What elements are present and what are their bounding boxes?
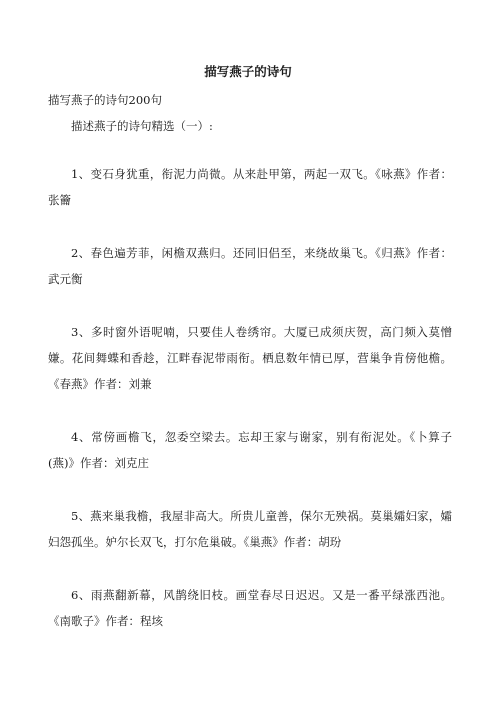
poem-source: 《咏燕》作者：张籥 [48, 167, 453, 207]
poem-source: 《南歌子》作者：程垓 [48, 614, 163, 628]
poem-paragraph [48, 424, 452, 476]
poem-source: 《卜算子(燕)》作者：刘克庄 [48, 430, 452, 470]
poem-number: 3、 [71, 325, 91, 339]
page-title: 描写燕子的诗句 [204, 64, 292, 79]
section-intro: 描述燕子的诗句精选（一）: [71, 119, 213, 133]
poem-paragraph [48, 240, 452, 292]
poem-paragraph [48, 503, 452, 555]
poem-paragraph [48, 582, 452, 634]
poem-text: 常傍画檐飞，忽委空梁去。忘却王家与谢家，别有衔泥处。 [91, 430, 410, 444]
poem-text: 多时窗外语呢喃，只要佳人卷绣帘。大厦已成须庆贺，高门频入莫憎嫌。花间舞蝶和香趁，江畔春泥带雨衔。栖息数年情已厚，营巢争肯傍他檐。 [48, 325, 452, 365]
poem-text: 雨燕翻新幕，风鹊绕旧枝。画堂春尽日迟迟。又是一番平绿涨西池。 [90, 588, 452, 602]
poem-number: 4、 [71, 430, 92, 444]
poem-source: 《春燕》作者：刘兼 [48, 377, 152, 391]
poem-number: 6、 [71, 588, 91, 602]
poem-paragraph [48, 161, 452, 213]
poem-number: 5、 [71, 509, 91, 523]
document-subtitle: 描写燕子的诗句200句 [48, 93, 162, 107]
poem-paragraph [48, 319, 452, 397]
poem-number: 1、 [71, 167, 91, 181]
poem-source: 《归燕》作者：武元衡 [48, 246, 453, 286]
poem-text: 春色遍芳菲，闲檐双燕归。还同旧侣至，来绕故巢飞。 [90, 246, 376, 260]
poem-number: 2、 [71, 246, 91, 260]
poem-text: 变石身犹重，衔泥力尚微。从来赴甲第，两起一双飞。 [90, 167, 376, 181]
poem-text: 燕来巢我檐，我屋非高大。所贵儿童善，保尔无殃祸。莫巢孀妇家，孀妇怨孤坐。妒尔长双飞，打尔危巢破。 [48, 509, 452, 549]
poem-source: 《巢燕》作者：胡玢 [243, 535, 342, 549]
